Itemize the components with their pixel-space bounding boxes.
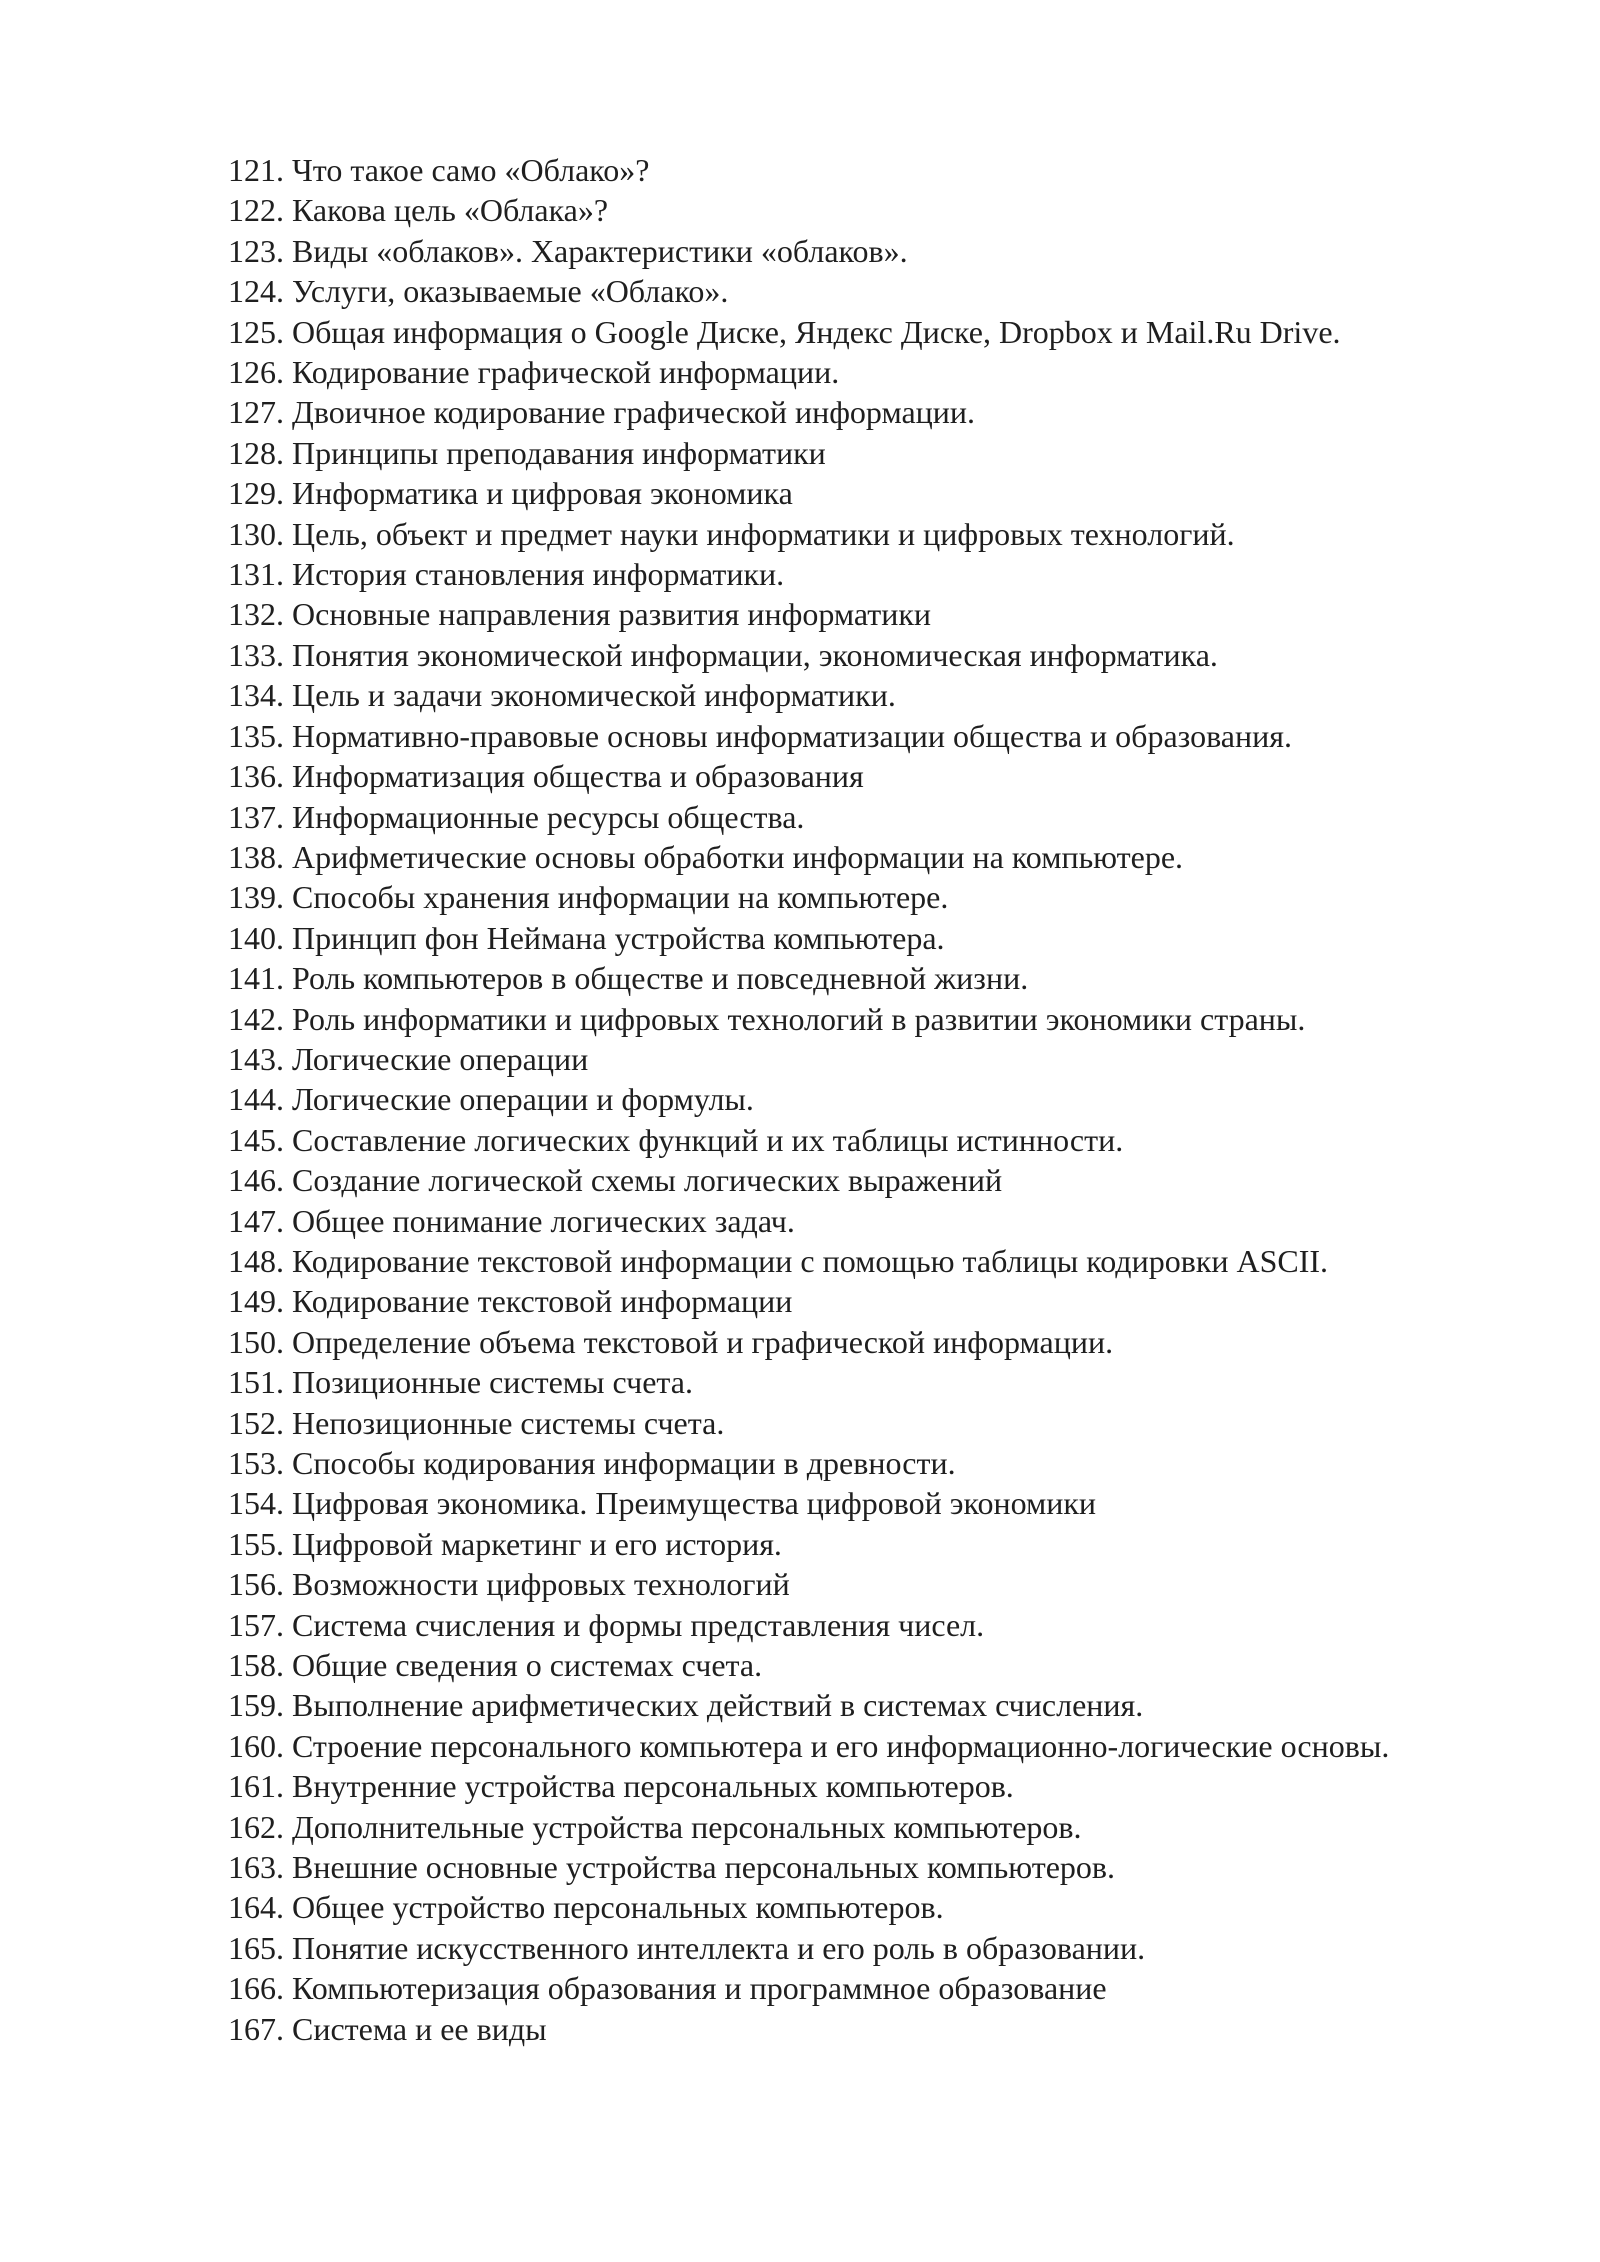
- item-number: 123.: [228, 232, 284, 269]
- list-item: [228, 1201, 1468, 1241]
- item-number: 151.: [228, 1364, 284, 1401]
- item-number: 164.: [228, 1889, 284, 1926]
- list-item: [228, 514, 1468, 554]
- list-item: [228, 433, 1468, 473]
- item-number: 145.: [228, 1121, 284, 1158]
- item-number: 135.: [228, 717, 284, 754]
- item-number: 161.: [228, 1768, 284, 1805]
- list-item: [228, 352, 1468, 392]
- item-text: Непозиционные системы счета.: [292, 1404, 725, 1441]
- item-text: Создание логической схемы логических выражений: [292, 1162, 1003, 1199]
- item-text: Система и ее виды: [292, 2010, 547, 2047]
- item-text: Позиционные системы счета.: [292, 1364, 693, 1401]
- item-number: 142.: [228, 1000, 284, 1037]
- item-text: Информационные ресурсы общества.: [292, 798, 805, 835]
- item-number: 166.: [228, 1970, 284, 2007]
- item-text: Понятия экономической информации, экономическая информатика.: [292, 636, 1218, 673]
- item-number: 146.: [228, 1162, 284, 1199]
- item-text: Какова цель «Облака»?: [292, 192, 609, 229]
- list-item: [228, 1685, 1468, 1725]
- item-text: Виды «облаков». Характеристики «облаков».: [292, 232, 908, 269]
- item-number: 121.: [228, 152, 284, 188]
- item-number: 140.: [228, 919, 284, 956]
- item-text: Цель, объект и предмет науки информатики и цифровых технологий.: [292, 515, 1235, 552]
- list-item: [228, 1281, 1468, 1321]
- item-number: 133.: [228, 636, 284, 673]
- item-text: Что такое само «Облако»?: [292, 152, 650, 188]
- item-text: Принципы преподавания информатики: [292, 434, 826, 471]
- item-text: Определение объема текстовой и графической информации.: [292, 1323, 1114, 1360]
- list-item: [228, 1928, 1468, 1968]
- list-item: [228, 918, 1468, 958]
- item-number: 162.: [228, 1808, 284, 1845]
- item-text: Логические операции: [292, 1040, 589, 1077]
- list-item: [228, 1160, 1468, 1200]
- item-text: Кодирование текстовой информации с помощью таблицы кодировки ASCII.: [292, 1242, 1329, 1279]
- item-number: 147.: [228, 1202, 284, 1239]
- item-text: История становления информатики.: [292, 556, 785, 593]
- list-item: [228, 999, 1468, 1039]
- item-text: Нормативно-правовые основы информатизации общества и образования.: [292, 717, 1292, 754]
- list-item: [228, 716, 1468, 756]
- item-number: 153.: [228, 1445, 284, 1481]
- list-item: [228, 1443, 1468, 1483]
- item-number: 157.: [228, 1606, 284, 1643]
- item-text: Основные направления развития информатики: [292, 596, 932, 633]
- item-number: 156.: [228, 1566, 284, 1603]
- list-item: [228, 1847, 1468, 1887]
- item-number: 150.: [228, 1323, 284, 1360]
- item-number: 158.: [228, 1647, 284, 1684]
- item-text: Компьютеризация образования и программное образование: [292, 1970, 1107, 2007]
- list-item: [228, 594, 1468, 634]
- list-item: [228, 756, 1468, 796]
- item-number: 160.: [228, 1727, 284, 1764]
- list-item: [228, 1120, 1468, 1160]
- list-item: [228, 675, 1468, 715]
- item-number: 136.: [228, 758, 284, 795]
- item-text: Понятие искусственного интеллекта и его роль в образовании.: [292, 1929, 1146, 1966]
- item-number: 131.: [228, 556, 284, 593]
- item-number: 154.: [228, 1485, 284, 1522]
- list-item: [228, 1807, 1468, 1847]
- item-text: Кодирование текстовой информации: [292, 1283, 793, 1320]
- item-number: 143.: [228, 1040, 284, 1077]
- list-item: [228, 1645, 1468, 1685]
- item-number: 163.: [228, 1849, 284, 1886]
- item-number: 141.: [228, 960, 284, 997]
- item-text: Кодирование графической информации.: [292, 354, 840, 391]
- item-text: Цель и задачи экономической информатики.: [292, 677, 896, 714]
- list-item: [228, 473, 1468, 513]
- list-item: [228, 837, 1468, 877]
- item-text: Выполнение арифметических действий в системах счисления.: [292, 1687, 1144, 1724]
- item-text: Система счисления и формы представления чисел.: [292, 1606, 985, 1643]
- list-item: [228, 1766, 1468, 1806]
- item-number: 122.: [228, 192, 284, 229]
- item-text: Способы хранения информации на компьютере.: [292, 879, 949, 916]
- list-item: [228, 271, 1468, 311]
- item-text: Двоичное кодирование графической информации.: [292, 394, 976, 431]
- list-item: [228, 1403, 1468, 1443]
- list-item: [228, 1362, 1468, 1402]
- item-text: Возможности цифровых технологий: [292, 1566, 790, 1603]
- item-number: 124.: [228, 273, 284, 310]
- list-item: [228, 150, 1468, 190]
- item-number: 125.: [228, 313, 284, 350]
- item-number: 128.: [228, 434, 284, 471]
- item-text: Дополнительные устройства персональных компьютеров.: [292, 1808, 1082, 1845]
- item-text: Общая информация о Google Диске, Яндекс Диске, Dropbox и Mail.Ru Drive.: [292, 313, 1341, 350]
- item-text: Роль компьютеров в обществе и повседневной жизни.: [292, 960, 1029, 997]
- list-item: [228, 2009, 1468, 2049]
- list-item: [228, 1524, 1468, 1564]
- item-text: Составление логических функций и их таблицы истинности.: [292, 1121, 1124, 1158]
- item-text: Цифровая экономика. Преимущества цифровой экономики: [292, 1485, 1097, 1522]
- list-item: [228, 635, 1468, 675]
- item-number: 165.: [228, 1929, 284, 1966]
- item-text: Цифровой маркетинг и его история.: [292, 1525, 782, 1562]
- item-number: 139.: [228, 879, 284, 916]
- item-number: 130.: [228, 515, 284, 552]
- item-number: 149.: [228, 1283, 284, 1320]
- list-item: [228, 312, 1468, 352]
- item-text: Общие сведения о системах счета.: [292, 1647, 763, 1684]
- item-text: Строение персонального компьютера и его информационно-логические основы.: [292, 1727, 1390, 1764]
- item-text: Внешние основные устройства персональных компьютеров.: [292, 1849, 1115, 1886]
- list-item: [228, 958, 1468, 998]
- list-item: [228, 554, 1468, 594]
- item-number: 137.: [228, 798, 284, 835]
- item-text: Способы кодирования информации в древности.: [292, 1445, 956, 1481]
- list-item: [228, 392, 1468, 432]
- list-item: [228, 1968, 1468, 2008]
- list-item: [228, 1039, 1468, 1079]
- item-number: 138.: [228, 838, 284, 875]
- list-item: [228, 1322, 1468, 1362]
- list-item: [228, 1079, 1468, 1119]
- item-text: Внутренние устройства персональных компьютеров.: [292, 1768, 1014, 1805]
- item-number: 144.: [228, 1081, 284, 1118]
- item-text: Роль информатики и цифровых технологий в развитии экономики страны.: [292, 1000, 1306, 1037]
- item-text: Принцип фон Неймана устройства компьютера.: [292, 919, 945, 956]
- item-number: 127.: [228, 394, 284, 431]
- list-item: [228, 1887, 1468, 1927]
- list-item: [228, 1483, 1468, 1523]
- item-number: 152.: [228, 1404, 284, 1441]
- list-item: [228, 190, 1468, 230]
- item-text: Общее понимание логических задач.: [292, 1202, 795, 1239]
- item-number: 155.: [228, 1525, 284, 1562]
- item-number: 134.: [228, 677, 284, 714]
- item-number: 129.: [228, 475, 284, 512]
- item-text: Услуги, оказываемые «Облако».: [292, 273, 729, 310]
- item-text: Арифметические основы обработки информации на компьютере.: [292, 838, 1184, 875]
- item-number: 148.: [228, 1242, 284, 1279]
- item-number: 132.: [228, 596, 284, 633]
- question-list: [228, 150, 1468, 2049]
- item-number: 159.: [228, 1687, 284, 1724]
- list-item: [228, 1241, 1468, 1281]
- item-text: Информатизация общества и образования: [292, 758, 864, 795]
- item-number: 167.: [228, 2010, 284, 2047]
- list-item: [228, 1726, 1468, 1766]
- item-number: 126.: [228, 354, 284, 391]
- list-item: [228, 877, 1468, 917]
- item-text: Общее устройство персональных компьютеров.: [292, 1889, 944, 1926]
- list-item: [228, 797, 1468, 837]
- list-item: [228, 1605, 1468, 1645]
- list-item: [228, 1564, 1468, 1604]
- list-item: [228, 231, 1468, 271]
- item-text: Информатика и цифровая экономика: [292, 475, 793, 512]
- item-text: Логические операции и формулы.: [292, 1081, 754, 1118]
